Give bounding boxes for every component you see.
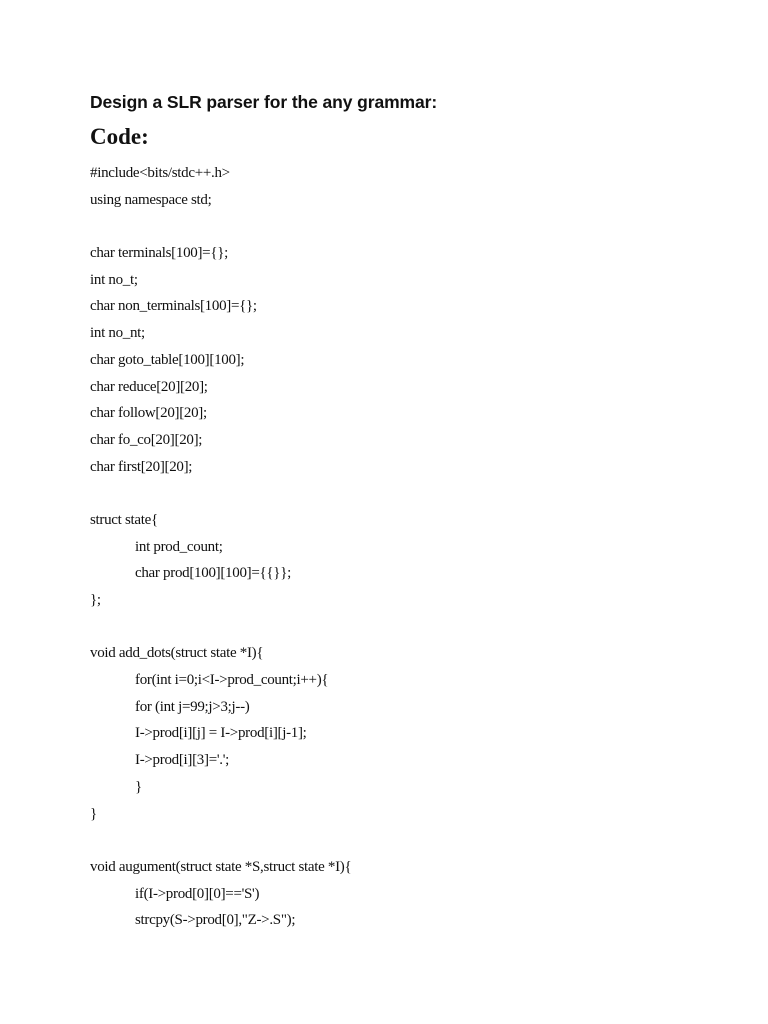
code-line: void add_dots(struct state *I){ [90, 645, 264, 662]
code-line: I->prod[i][j] = I->prod[i][j-1]; [135, 725, 307, 742]
code-line: char goto_table[100][100]; [90, 351, 245, 368]
code-line: int no_t; [90, 271, 138, 288]
code-block [90, 160, 730, 934]
code-line: int no_nt; [90, 325, 145, 342]
code-line: char reduce[20][20]; [90, 378, 208, 395]
code-line: for(int i=0;i<I->prod_count;i++){ [135, 672, 329, 689]
code-line: struct state{ [90, 511, 158, 528]
code-line [90, 827, 730, 854]
document-heading: Design a SLR parser for the any grammar: [90, 92, 438, 112]
code-line: } [90, 805, 97, 822]
code-line [90, 213, 730, 240]
code-line: for (int j=99;j>3;j--) [135, 698, 250, 715]
code-line [90, 480, 730, 507]
code-line: I->prod[i][3]='.'; [135, 752, 229, 769]
code-line: char prod[100][100]={{}}; [135, 565, 291, 582]
code-line: char fo_co[20][20]; [90, 431, 203, 448]
code-line: int prod_count; [135, 538, 223, 555]
code-line: char non_terminals[100]={}; [90, 298, 257, 315]
code-line: #include<bits/stdc++.h> [90, 165, 230, 181]
code-line: }; [90, 592, 101, 608]
code-line: void augument(struct state *S,struct state *I){ [90, 858, 352, 875]
code-line: char follow[20][20]; [90, 405, 207, 422]
code-line: if(I->prod[0][0]=='S') [135, 885, 260, 902]
code-section-label: Code: [90, 124, 149, 149]
code-line: strcpy(S->prod[0],"Z->.S"); [135, 912, 296, 929]
code-line: char first[20][20]; [90, 458, 193, 475]
code-line: char terminals[100]={}; [90, 245, 228, 262]
code-line: using namespace std; [90, 191, 212, 208]
code-line: } [135, 778, 142, 795]
code-line [90, 614, 730, 641]
